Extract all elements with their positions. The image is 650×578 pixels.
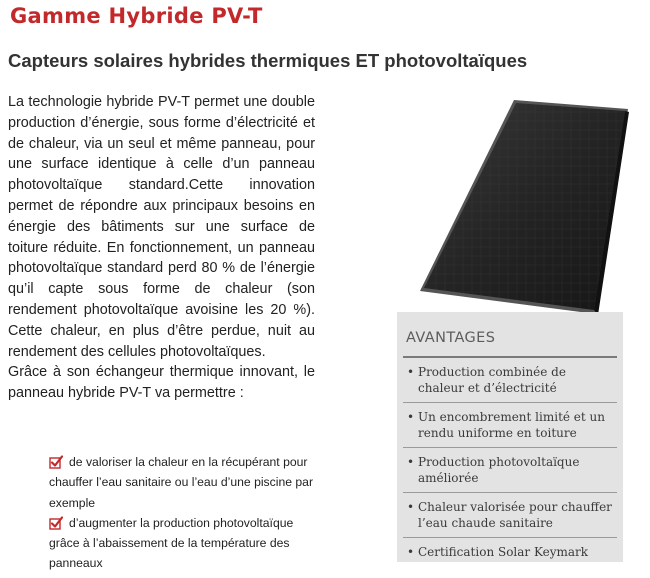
advantages-box [397, 312, 623, 562]
advantages-list [403, 358, 617, 566]
advantage-text: Chaleur valorisée pour chauffer l’eau chaude sanitaire [418, 500, 612, 530]
advantage-text: Certification Solar Keymark [418, 545, 589, 559]
advantage-item [403, 538, 617, 566]
benefits-checklist [49, 452, 321, 574]
advantage-text: Production photovoltaïque améliorée [418, 455, 580, 485]
advantages-title: AVANTAGES [406, 330, 496, 346]
list-item [49, 452, 321, 513]
bullet: • [407, 410, 415, 424]
solar-panel-image [418, 94, 650, 320]
page-subtitle: Capteurs solaires hybrides thermiques ET photovoltaïques [8, 50, 528, 71]
bullet: • [407, 365, 415, 379]
advantage-item [403, 358, 617, 403]
bullet: • [407, 455, 415, 469]
advantage-text: Un encombrement limité et un rendu uniforme en toiture [418, 410, 606, 440]
bullet: • [407, 545, 415, 559]
list-item-text: d’augmenter la production photovoltaïque grâce à l’abaissement de la température des panneaux [49, 515, 294, 571]
intro-paragraph-2: Grâce à son échangeur thermique innovant, le panneau hybride PV-T va permettre : [8, 364, 315, 402]
bullet: • [407, 500, 415, 514]
checkbox-checked-icon [49, 455, 63, 469]
intro-paragraph-1: La technologie hybride PV-T permet une double production d’énergie, sous forme d’électricité et de chaleur, via un seul et même panneau, pour une surface identique à celle d’un panneau photovoltaïque standard.Cette innovation permet de répondre aux principaux besoins en énergie des bâtiments sur une surface de toiture réduite. En fonctionnement, un panneau photovoltaïque standard perd 80 % de l’énergie qu’il capte sous forme de chaleur (son rendement photovoltaïque avoisine les 20 %). Cette chaleur, en plus d’être perdue, nuit au rendement des cellules photovoltaïques. [8, 94, 315, 360]
list-item [49, 513, 321, 574]
page-title: Gamme Hybride PV-T [10, 4, 263, 28]
advantage-item [403, 493, 617, 538]
intro-text [8, 92, 315, 404]
advantage-item [403, 403, 617, 448]
advantage-item [403, 448, 617, 493]
advantage-text: Production combinée de chaleur et d’électricité [418, 365, 566, 395]
checkbox-checked-icon [49, 516, 63, 530]
list-item-text: de valoriser la chaleur en la récupérant pour chauffer l’eau sanitaire ou l’eau d’une piscine par exemple [49, 455, 314, 510]
